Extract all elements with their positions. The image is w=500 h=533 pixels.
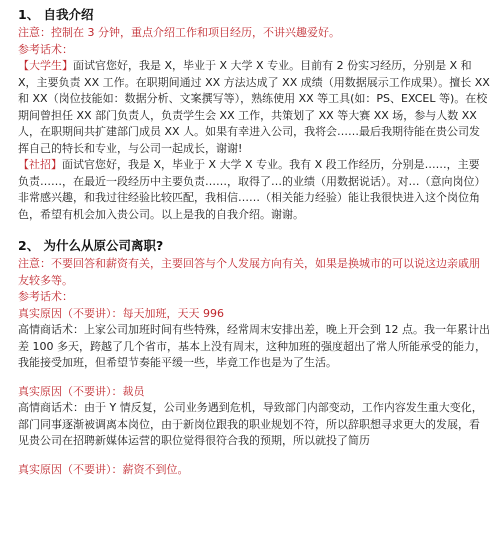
real-reason-overtime: 真实原因（不要讲）：每天加班，天天 996: [18, 306, 224, 320]
note-self-intro: 注意：控制在 3 分钟，重点介绍工作和项目经历，不讲兴趣爱好。: [18, 26, 340, 39]
section-title-leave-reason: 2、 为什么从原公司离职?: [18, 238, 164, 253]
social-tag: 【社招】: [18, 158, 62, 171]
eq-answer-overtime: 高情商话术：上家公司加班时间有些特殊，经常周末安排出差，晚上开会到 12 点。我一年累计出差 100 多天，跨越了几个省市，基本上没有周末，这种加班的强度超出了常人所能承受的能力，我能接受加班，但希望节奏能平缓一些，毕竟工作也是为了生活。: [18, 323, 490, 369]
student-paragraph: [18, 58, 490, 157]
real-reason-layoff: 真实原因（不要讲）：裁员: [18, 384, 145, 398]
reference-label-2: 参考话术：: [18, 290, 73, 303]
reference-label: 参考话术：: [18, 42, 73, 56]
section-title-self-intro: 1、 自我介绍: [18, 7, 94, 22]
social-text: 面试官您好，我是 X，毕业于 X 大学 X 专业。我有 X 段工作经历，分别是……，主要负责……，在最近一段经历中主要负责……，取得了…的业绩（用数据说话）。对…（意向岗位）非常感兴趣，和我过往经验比较匹配，我相信……（相关能力经验）能让我很快进入这个岗位角色，希望有机会加入贵公司。以上是我的自我介绍。谢谢。: [18, 158, 486, 221]
social-paragraph: [18, 157, 490, 223]
eq-answer-layoff: 高情商话术：由于 Y 情反复，公司业务遇到危机，导致部门内部变动，工作内容发生重大变化，部门同事逐渐被调离本岗位，由于新岗位跟我的职业规划不符，所以辞职想寻求更大的发展，看见贵公司在招聘新媒体运营的职位觉得很符合我的预期，所以就投了简历: [18, 401, 483, 447]
student-tag: 【大学生】: [18, 59, 73, 72]
real-reason-salary: 真实原因（不要讲）：薪资不到位。: [18, 462, 189, 476]
student-text: 面试官您好，我是 X，毕业于 X 大学 X 专业。目前有 2 份实习经历，分别是 X 和 X，主要负责 XX 工作。在职期间通过 XX 方法达成了 XX 成绩（用数据展示工作成果）。擅长 XX 和 XX（岗位技能如：数据分析、文案撰写等），熟练使用 XX 等工具(如：PS、EXCEL 等)。在校期间曾担任 XX 部门负责人，负责学生会 XX 工作，共策划了 XX 等大赛 XX 场，参与人数 XX 人，在职期间共扩建部门成员 XX 人。如果有幸进入公司，我将会……最后我期待能在贵公司发挥自己的特长和专业，与公司一起成长，谢谢!: [18, 59, 490, 155]
note-leave-reason: 注意：不要回答和薪资有关，主要回答与个人发展方向有关，如果是换城市的可以说这边亲戚朋友较多等。: [18, 257, 480, 287]
